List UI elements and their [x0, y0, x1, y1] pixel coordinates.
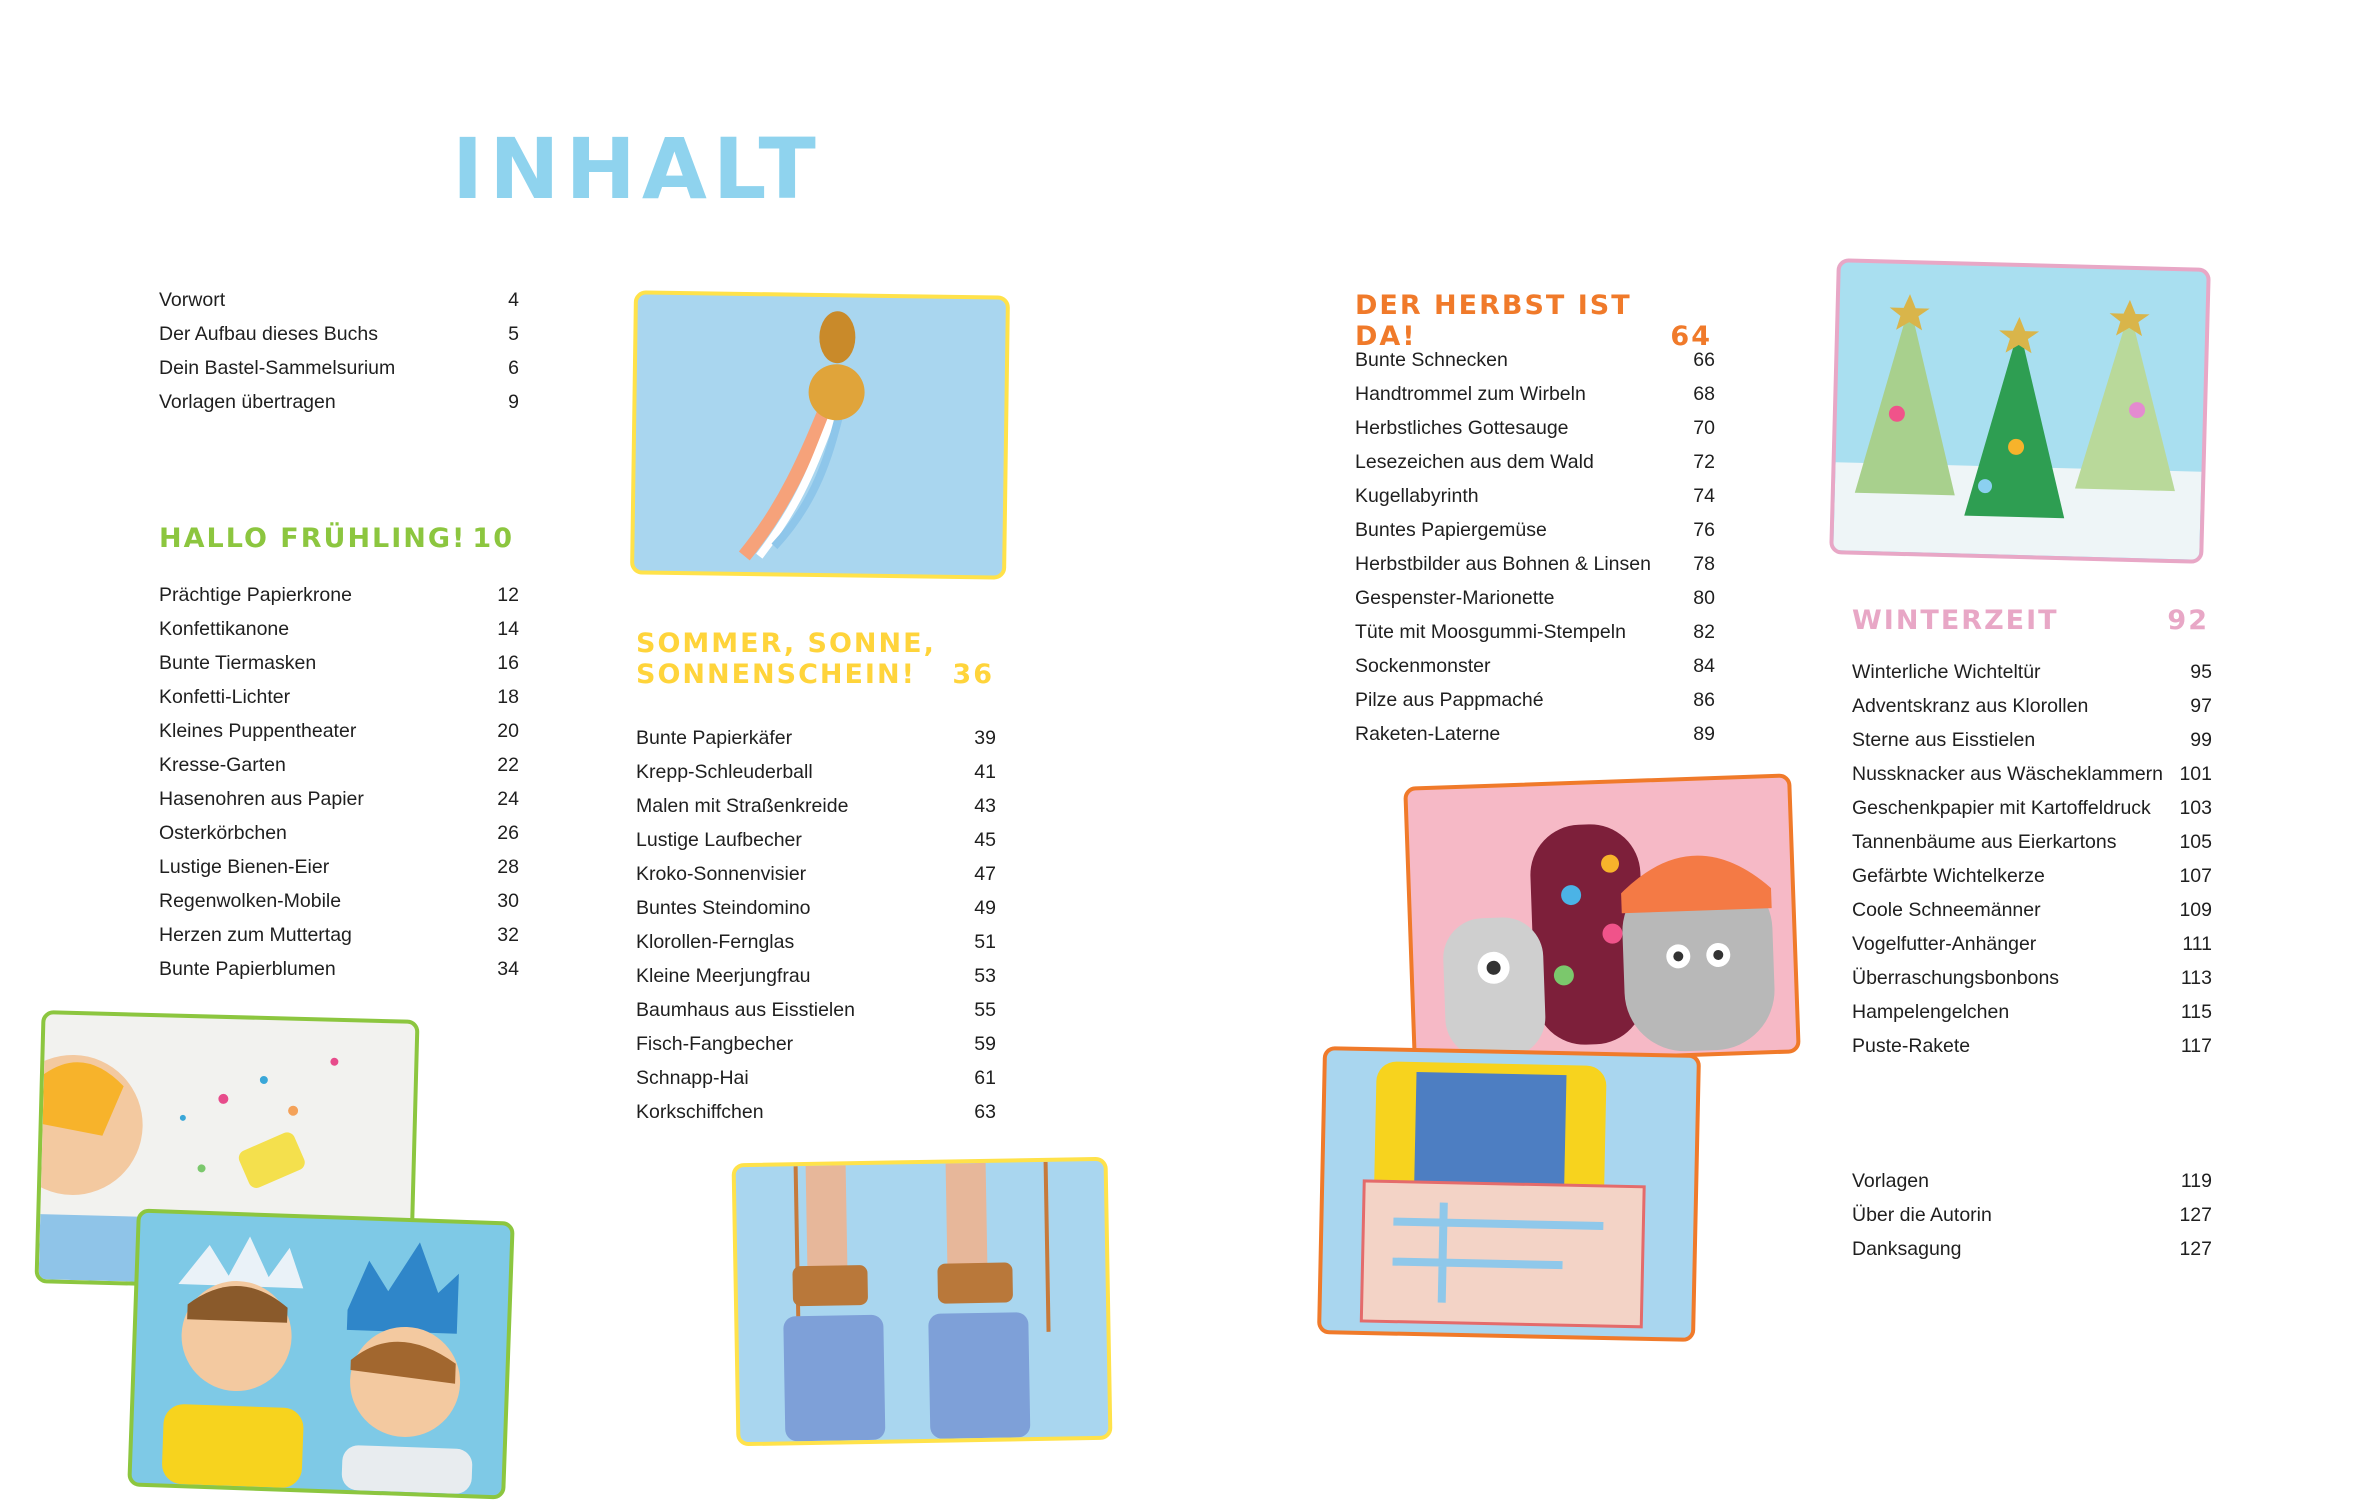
section-page: 64: [1670, 321, 1712, 352]
entry-page: 9: [508, 391, 519, 413]
entry-title: Herzen zum Muttertag: [159, 924, 352, 946]
entry-page: 78: [1693, 553, 1715, 575]
entry-title: Baumhaus aus Eisstielen: [636, 999, 855, 1021]
entry-page: 109: [2179, 899, 2212, 921]
entry-title: Malen mit Straßenkreide: [636, 795, 849, 817]
toc-entry[interactable]: [636, 789, 996, 823]
photo-maze-illustration: [1321, 1050, 1697, 1338]
entry-title: Regenwolken-Mobile: [159, 890, 342, 912]
entry-title: Herbstliches Gottesauge: [1355, 417, 1569, 439]
entry-title: Bunte Schnecken: [1355, 349, 1508, 371]
entry-page: 117: [2180, 1035, 2212, 1057]
toc-entry[interactable]: [159, 884, 519, 918]
entry-title: Vorlagen übertragen: [159, 391, 336, 413]
entry-title: Buntes Papiergemüse: [1355, 519, 1547, 541]
section-title: DER HERBST IST DA!: [1355, 290, 1632, 352]
entry-page: 26: [497, 822, 519, 844]
entry-title: Kugellabyrinth: [1355, 485, 1479, 507]
photo-marble-maze: [1317, 1046, 1701, 1342]
toc-entry[interactable]: [159, 612, 519, 646]
entry-page: 101: [2179, 763, 2212, 785]
toc-entry[interactable]: [1852, 1198, 2212, 1232]
entry-page: 72: [1693, 451, 1715, 473]
photo-paper-streamer-illustration: [634, 294, 1006, 575]
toc-entry[interactable]: [1852, 757, 2212, 791]
toc-entry[interactable]: [636, 1095, 996, 1129]
toc-entry[interactable]: [636, 1061, 996, 1095]
entry-page: 24: [497, 788, 519, 810]
toc-summer: [636, 721, 996, 1129]
entry-page: 5: [508, 323, 519, 345]
section-title: WINTERZEIT: [1852, 605, 2059, 636]
toc-entry[interactable]: [636, 891, 996, 925]
entry-title: Winterliche Wichteltür: [1852, 661, 2041, 683]
section-title-line2: SONNENSCHEIN!: [636, 659, 916, 690]
toc-entry[interactable]: [1852, 961, 2212, 995]
entry-title: Vorlagen: [1852, 1170, 1929, 1192]
entry-page: 55: [974, 999, 996, 1021]
toc-entry[interactable]: [1355, 683, 1715, 717]
entry-title: Pilze aus Pappmaché: [1355, 689, 1544, 711]
toc-entry[interactable]: [1852, 1029, 2212, 1063]
entry-page: 119: [2180, 1170, 2212, 1192]
photo-trees-illustration: [1833, 262, 2206, 559]
entry-title: Bunte Tiermasken: [159, 652, 317, 674]
entry-title: Bunte Papierblumen: [159, 958, 336, 980]
entry-title: Gespenster-Marionette: [1355, 587, 1555, 609]
toc-entry[interactable]: [1852, 859, 2212, 893]
toc-entry[interactable]: [1852, 791, 2212, 825]
section-heading-spring: [159, 523, 514, 554]
entry-title: Danksagung: [1852, 1238, 1962, 1260]
entry-title: Buntes Steindomino: [636, 897, 811, 919]
toc-entry[interactable]: [159, 850, 519, 884]
entry-page: 53: [974, 965, 996, 987]
toc-entry[interactable]: [636, 959, 996, 993]
toc-entry[interactable]: [636, 823, 996, 857]
toc-entry[interactable]: [1355, 717, 1715, 751]
toc-entry[interactable]: [1852, 927, 2212, 961]
toc-entry[interactable]: [159, 714, 519, 748]
entry-title: Schnapp-Hai: [636, 1067, 749, 1089]
toc-entry[interactable]: [636, 925, 996, 959]
toc-entry[interactable]: [1355, 479, 1715, 513]
toc-entry[interactable]: [636, 857, 996, 891]
entry-title: Korkschiffchen: [636, 1101, 764, 1123]
entry-title: Hampelengelchen: [1852, 1001, 2010, 1023]
toc-entry[interactable]: [1355, 343, 1715, 377]
entry-page: 18: [497, 686, 519, 708]
entry-title: Geschenkpapier mit Kartoffeldruck: [1852, 797, 2151, 819]
photo-sock-monsters: [1403, 773, 1801, 1066]
toc-entry[interactable]: [1355, 547, 1715, 581]
entry-page: 84: [1693, 655, 1715, 677]
toc-entry[interactable]: [1852, 1232, 2212, 1266]
toc-entry[interactable]: [1355, 581, 1715, 615]
entry-title: Kleines Puppentheater: [159, 720, 357, 742]
entry-title: Herbstbilder aus Bohnen & Linsen: [1355, 553, 1651, 575]
entry-page: 105: [2179, 831, 2212, 853]
toc-entry[interactable]: [159, 816, 519, 850]
toc-entry[interactable]: [159, 782, 519, 816]
entry-title: Vogelfutter-Anhänger: [1852, 933, 2037, 955]
entry-page: 49: [974, 897, 996, 919]
entry-page: 66: [1693, 349, 1715, 371]
entry-title: Konfetti-Lichter: [159, 686, 291, 708]
entry-title: Raketen-Laterne: [1355, 723, 1501, 745]
entry-title: Lesezeichen aus dem Wald: [1355, 451, 1594, 473]
photo-stilts: [732, 1157, 1113, 1447]
entry-page: 107: [2179, 865, 2212, 887]
entry-page: 95: [2190, 661, 2212, 683]
toc-entry[interactable]: [636, 993, 996, 1027]
page-title: INHALT: [452, 120, 822, 218]
toc-entry[interactable]: [1852, 723, 2212, 757]
section-heading-winter: [1852, 605, 2209, 636]
toc-entry[interactable]: [159, 351, 519, 385]
entry-title: Dein Bastel-Sammelsurium: [159, 357, 396, 379]
entry-title: Puste-Rakete: [1852, 1035, 1971, 1057]
entry-page: 20: [497, 720, 519, 742]
entry-page: 34: [497, 958, 519, 980]
section-page: 10: [472, 523, 514, 554]
toc-entry[interactable]: [636, 721, 996, 755]
entry-page: 127: [2179, 1238, 2212, 1260]
entry-title: Sockenmonster: [1355, 655, 1491, 677]
entry-page: 16: [497, 652, 519, 674]
toc-entry[interactable]: [159, 317, 519, 351]
entry-title: Krepp-Schleuderball: [636, 761, 813, 783]
entry-page: 28: [497, 856, 519, 878]
entry-title: Osterkörbchen: [159, 822, 287, 844]
entry-title: Bunte Papierkäfer: [636, 727, 793, 749]
entry-title: Sterne aus Eisstielen: [1852, 729, 2036, 751]
entry-page: 22: [497, 754, 519, 776]
entry-page: 12: [497, 584, 519, 606]
toc-entry[interactable]: [159, 680, 519, 714]
entry-page: 6: [508, 357, 519, 379]
photo-monsters-illustration: [1407, 777, 1796, 1062]
entry-page: 89: [1693, 723, 1715, 745]
entry-page: 45: [974, 829, 996, 851]
entry-title: Gefärbte Wichtelkerze: [1852, 865, 2045, 887]
section-page: 36: [952, 659, 994, 690]
entry-title: Kroko-Sonnenvisier: [636, 863, 807, 885]
entry-page: 80: [1693, 587, 1715, 609]
entry-page: 74: [1693, 485, 1715, 507]
toc-entry[interactable]: [1355, 649, 1715, 683]
entry-page: 111: [2182, 933, 2212, 955]
toc-entry[interactable]: [1852, 995, 2212, 1029]
toc-entry[interactable]: [1355, 411, 1715, 445]
entry-page: 14: [497, 618, 519, 640]
entry-title: Klorollen-Fernglas: [636, 931, 795, 953]
entry-title: Lustige Bienen-Eier: [159, 856, 330, 878]
entry-page: 4: [508, 289, 519, 311]
entry-page: 97: [2190, 695, 2212, 717]
section-title-line1: SOMMER, SONNE,: [636, 628, 936, 659]
photo-paper-streamer: [630, 290, 1010, 579]
section-title: HALLO FRÜHLING!: [159, 523, 467, 554]
toc-entry[interactable]: [159, 952, 519, 986]
entry-title: Tüte mit Moosgummi-Stempeln: [1355, 621, 1626, 643]
entry-title: Kleine Meerjungfrau: [636, 965, 811, 987]
toc-entry[interactable]: [1355, 615, 1715, 649]
entry-page: 76: [1693, 519, 1715, 541]
photo-stilts-illustration: [736, 1161, 1109, 1442]
toc-entry[interactable]: [159, 385, 519, 419]
entry-page: 82: [1693, 621, 1715, 643]
toc-entry[interactable]: [1852, 1164, 2212, 1198]
entry-page: 86: [1693, 689, 1715, 711]
entry-title: Adventskranz aus Klorollen: [1852, 695, 2089, 717]
toc-entry[interactable]: [159, 748, 519, 782]
entry-title: Hasenohren aus Papier: [159, 788, 364, 810]
entry-page: 41: [974, 761, 996, 783]
entry-page: 113: [2180, 967, 2212, 989]
entry-title: Nussknacker aus Wäscheklammern: [1852, 763, 2164, 785]
toc-entry[interactable]: [1355, 513, 1715, 547]
entry-title: Konfettikanone: [159, 618, 290, 640]
toc-entry[interactable]: [636, 1027, 996, 1061]
entry-title: Überraschungsbonbons: [1852, 967, 2060, 989]
entry-page: 103: [2179, 797, 2212, 819]
entry-page: 115: [2180, 1001, 2212, 1023]
toc-autumn: [1355, 343, 1715, 751]
entry-title: Tannenbäume aus Eierkartons: [1852, 831, 2117, 853]
entry-page: 61: [974, 1067, 996, 1089]
toc-appendix: [1852, 1164, 2212, 1266]
entry-page: 127: [2179, 1204, 2212, 1226]
entry-title: Coole Schneemänner: [1852, 899, 2041, 921]
entry-page: 30: [497, 890, 519, 912]
toc-winter: [1852, 655, 2212, 1063]
entry-title: Handtrommel zum Wirbeln: [1355, 383, 1586, 405]
entry-page: 47: [974, 863, 996, 885]
entry-title: Lustige Laufbecher: [636, 829, 802, 851]
toc-entry[interactable]: [1852, 655, 2212, 689]
section-page: 92: [2167, 605, 2209, 636]
entry-page: 39: [974, 727, 996, 749]
section-heading-summer: [636, 628, 994, 690]
entry-page: 43: [974, 795, 996, 817]
photo-crowns-illustration: [131, 1213, 510, 1496]
toc-entry[interactable]: [1355, 377, 1715, 411]
entry-page: 59: [974, 1033, 996, 1055]
toc-entry[interactable]: [1355, 445, 1715, 479]
entry-title: Vorwort: [159, 289, 226, 311]
entry-page: 51: [974, 931, 996, 953]
photo-egg-carton-trees: [1829, 258, 2211, 564]
toc-entry[interactable]: [159, 578, 519, 612]
toc-entry[interactable]: [159, 646, 519, 680]
toc-entry[interactable]: [1852, 689, 2212, 723]
entry-page: 63: [974, 1101, 996, 1123]
entry-page: 70: [1693, 417, 1715, 439]
entry-title: Kresse-Garten: [159, 754, 286, 776]
entry-title: Der Aufbau dieses Buchs: [159, 323, 378, 345]
entry-page: 99: [2190, 729, 2212, 751]
entry-page: 32: [497, 924, 519, 946]
photo-paper-crowns: [127, 1208, 514, 1499]
entry-title: Fisch-Fangbecher: [636, 1033, 794, 1055]
toc-spring: [159, 578, 519, 986]
entry-page: 68: [1693, 383, 1715, 405]
toc-intro: [159, 283, 519, 419]
toc-entry[interactable]: [159, 918, 519, 952]
toc-entry[interactable]: [159, 283, 519, 317]
entry-title: Über die Autorin: [1852, 1204, 1992, 1226]
entry-title: Prächtige Papierkrone: [159, 584, 352, 606]
toc-entry[interactable]: [1852, 893, 2212, 927]
toc-entry[interactable]: [1852, 825, 2212, 859]
toc-entry[interactable]: [636, 755, 996, 789]
